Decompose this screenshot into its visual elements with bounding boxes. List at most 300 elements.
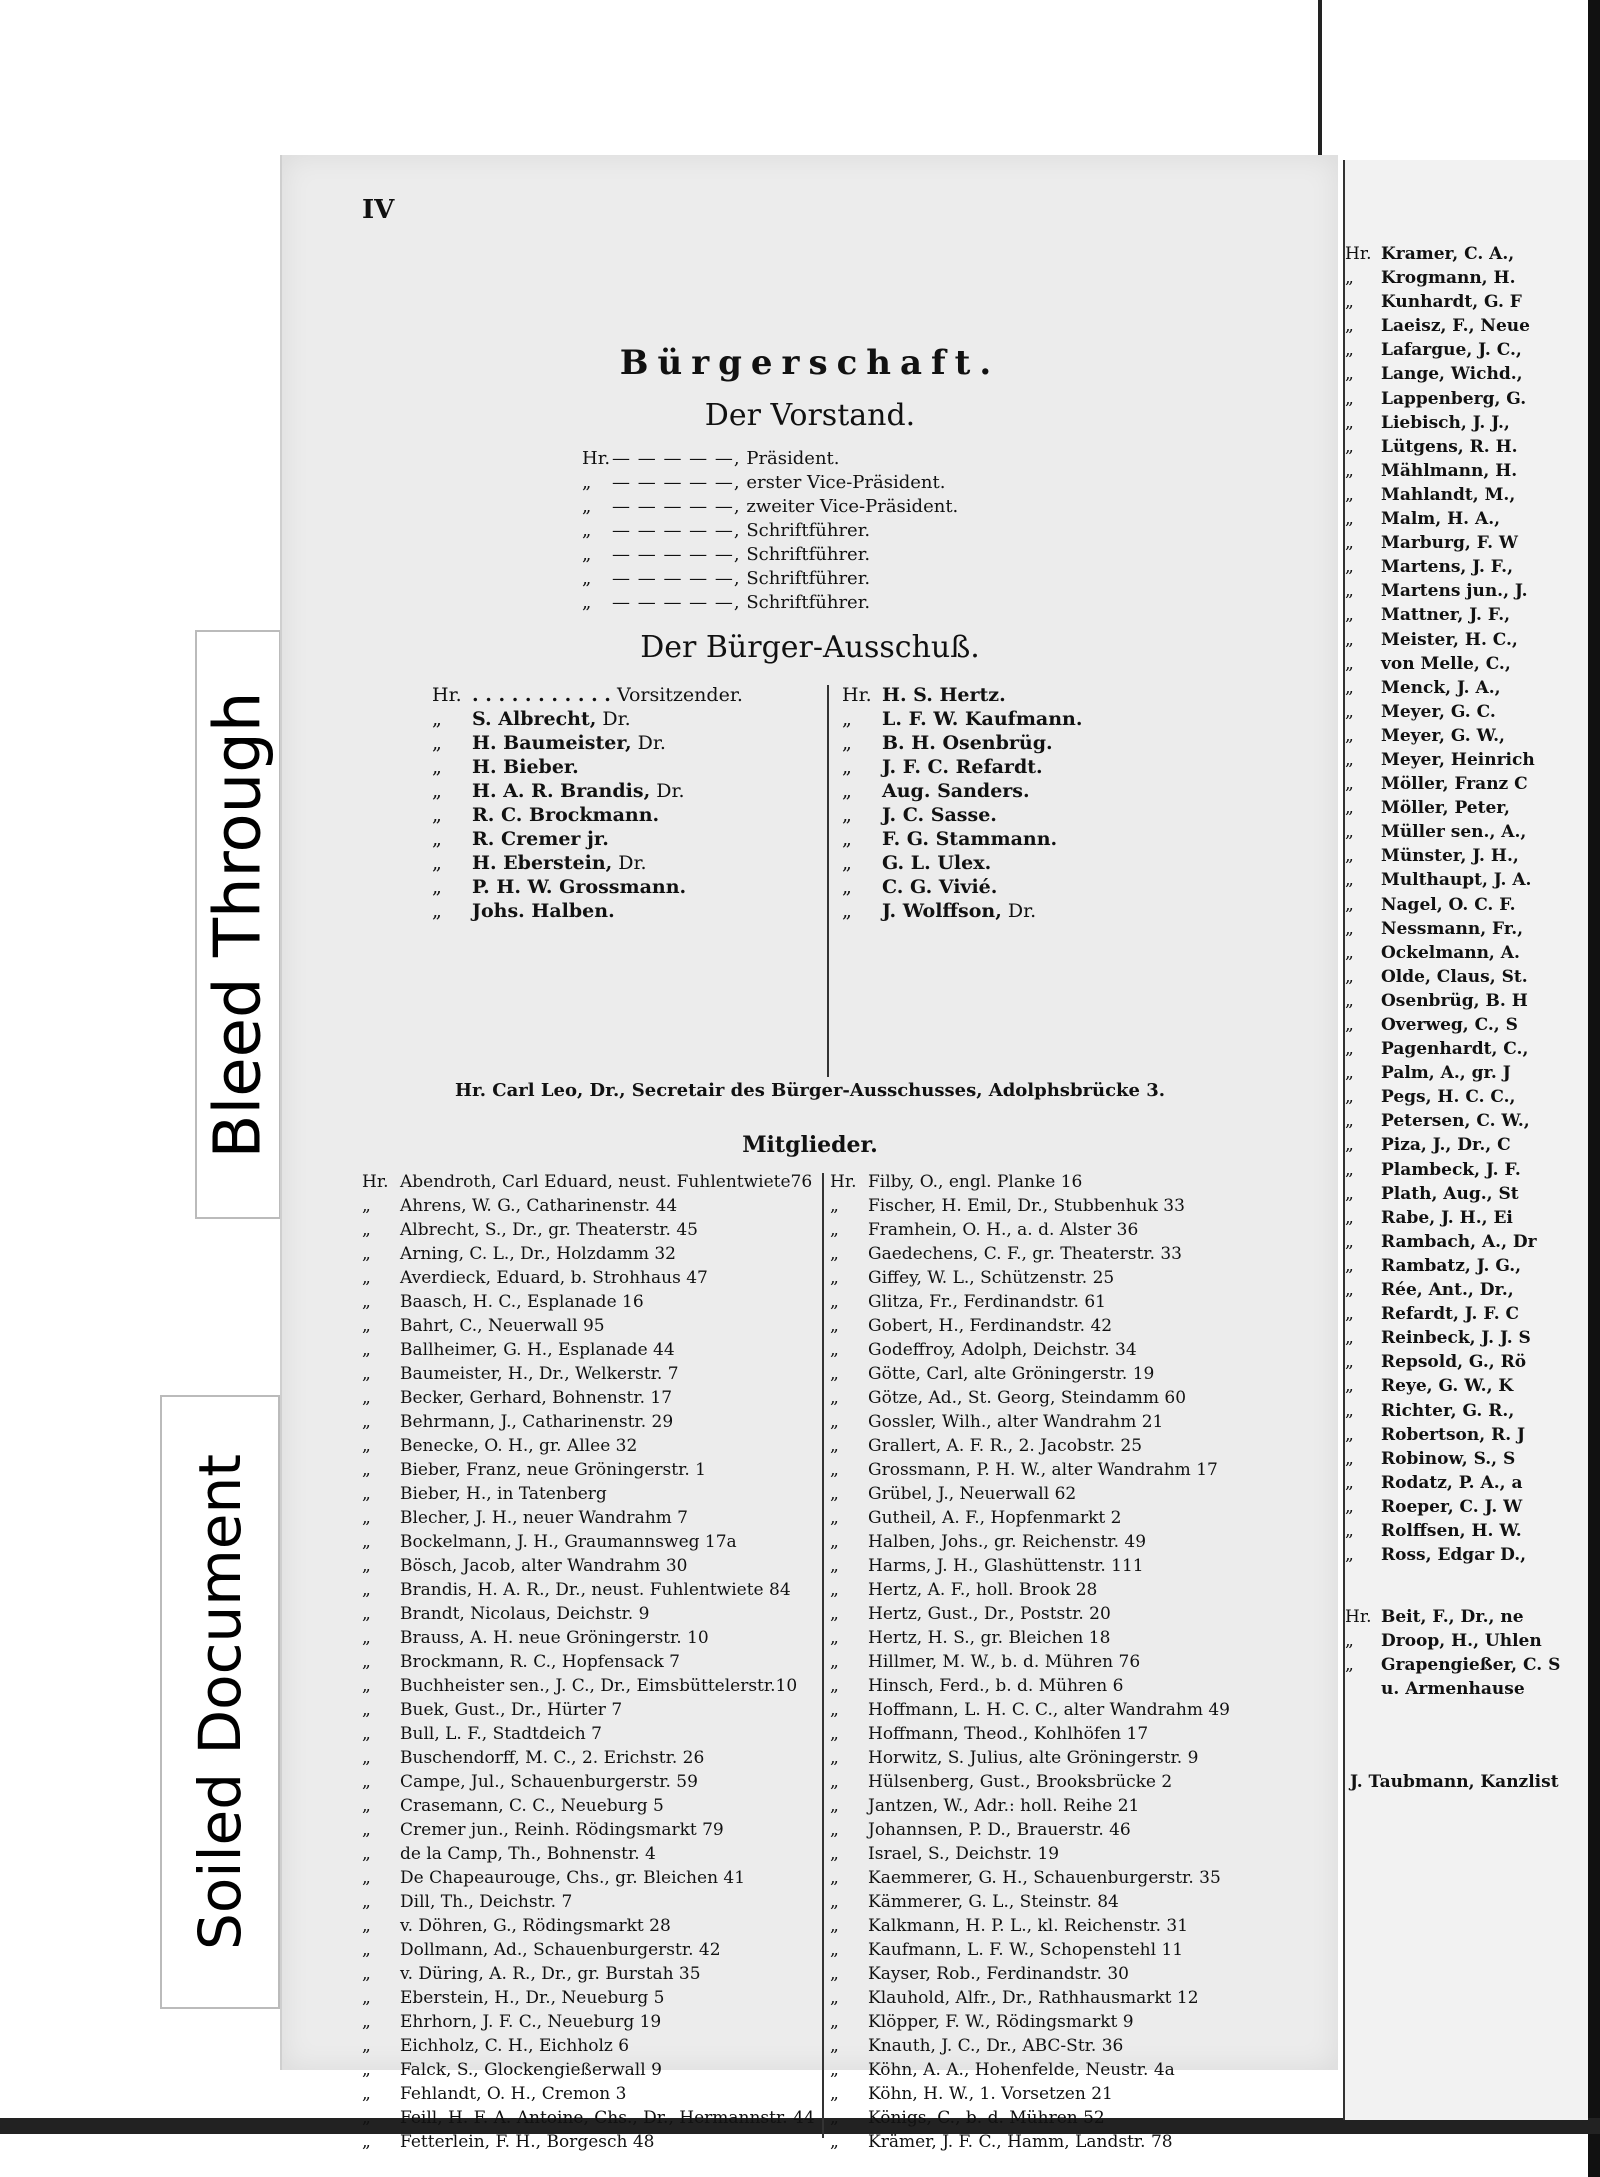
member-text: Halben, Johs., gr. Reichenstr. 49 — [868, 1532, 1147, 1552]
row-prefix: „ — [830, 1196, 839, 1216]
member-text: Hoffmann, Theod., Kohlhöfen 17 — [868, 1724, 1149, 1744]
ausschuss-member — [432, 851, 807, 875]
member-entry — [362, 1314, 822, 1338]
row-prefix: „ — [1345, 1063, 1354, 1084]
adjacent-member-entry — [1345, 531, 1537, 555]
member-text: v. Düring, A. R., Dr., gr. Burstah 35 — [400, 1964, 701, 1984]
member-text: Hillmer, M. W., b. d. Mühren 76 — [868, 1652, 1141, 1672]
member-text: Lange, Wichd., — [1381, 364, 1523, 385]
member-text: Malm, H. A., — [1381, 509, 1501, 530]
row-prefix: „ — [362, 1724, 371, 1744]
member-entry — [362, 1554, 822, 1578]
member-name: P. H. W. Grossmann. — [472, 876, 687, 898]
row-prefix: „ — [830, 1772, 839, 1792]
member-text: Overweg, C., S — [1381, 1015, 1518, 1035]
vacant-name-dashes: — — — — —, — [612, 544, 741, 565]
adjacent-member-entry — [1345, 1182, 1537, 1206]
row-prefix: „ — [1345, 1159, 1354, 1180]
row-prefix: „ — [830, 1892, 839, 1912]
row-prefix: „ — [362, 1700, 371, 1720]
member-entry — [830, 1218, 1330, 1242]
vorstand-role: Präsident. — [746, 448, 840, 469]
row-prefix: „ — [1345, 1545, 1354, 1566]
vorstand-row — [582, 447, 958, 471]
adjacent-member-entry — [1345, 724, 1537, 748]
row-prefix: „ — [842, 708, 852, 730]
member-entry — [830, 1674, 1330, 1698]
adjacent-member-entry — [1345, 893, 1537, 917]
member-text: Knauth, J. C., Dr., ABC-Str. 36 — [868, 2036, 1124, 2056]
member-entry — [830, 1866, 1330, 1890]
adjacent-member-entry — [1345, 1543, 1537, 1567]
member-entry — [362, 1650, 822, 1674]
ausschuss-left-column — [432, 683, 807, 923]
member-text: Hinsch, Ferd., b. d. Mühren 6 — [868, 1676, 1124, 1696]
row-prefix: „ — [1345, 316, 1354, 337]
member-entry — [830, 1794, 1330, 1818]
member-text: Grossmann, P. H. W., alter Wandrahm 17 — [868, 1460, 1218, 1480]
member-text: Müller sen., A., — [1381, 822, 1527, 843]
row-prefix: „ — [842, 804, 852, 826]
member-text: Averdieck, Eduard, b. Strohhaus 47 — [400, 1268, 708, 1288]
adjacent-member-entry — [1345, 459, 1537, 483]
member-name: J. F. C. Refardt. — [882, 756, 1043, 778]
member-text: Bieber, Franz, neue Gröningerstr. 1 — [400, 1460, 706, 1480]
vacant-name-dashes: — — — — —, — [612, 592, 741, 613]
adjacent-member-entry — [1345, 941, 1537, 965]
adjacent-member-entry — [1345, 1471, 1537, 1495]
member-text: Eichholz, C. H., Eichholz 6 — [400, 2036, 630, 2056]
member-entry — [362, 1434, 822, 1458]
member-text: Falck, S., Glockengießerwall 9 — [400, 2060, 662, 2080]
row-prefix: „ — [362, 1556, 371, 1576]
row-prefix: „ — [362, 2132, 371, 2152]
row-prefix: „ — [1345, 798, 1354, 819]
ausschuss-member — [842, 755, 1282, 779]
adjacent-member-entry — [1345, 1133, 1537, 1157]
member-text: Crasemann, C. C., Neueburg 5 — [400, 1796, 664, 1816]
row-prefix: „ — [1345, 1424, 1354, 1445]
row-prefix: „ — [842, 732, 852, 754]
member-entry — [830, 1314, 1330, 1338]
member-entry — [830, 1986, 1330, 2010]
member-text: Glitza, Fr., Ferdinandstr. 61 — [868, 1292, 1106, 1312]
member-entry — [362, 2058, 822, 2082]
member-entry — [830, 1602, 1330, 1626]
member-text: Benecke, O. H., gr. Allee 32 — [400, 1436, 638, 1456]
member-entry — [362, 1626, 822, 1650]
member-suffix: Dr. — [631, 732, 666, 754]
row-prefix: „ — [1345, 870, 1354, 891]
member-text: Plambeck, J. F. — [1381, 1159, 1521, 1180]
member-text: Grallert, A. F. R., 2. Jacobstr. 25 — [868, 1436, 1143, 1456]
member-entry — [830, 2082, 1330, 2106]
row-prefix: „ — [1345, 846, 1354, 867]
member-name: H. Baumeister, — [472, 732, 632, 754]
member-text: Feill, H. F. A. Antoine, Chs., Dr., Hermannstr. 44 — [400, 2108, 815, 2128]
member-text: Ahrens, W. G., Catharinenstr. 44 — [400, 1196, 678, 1216]
bleed-through-text: Bleed Through — [201, 691, 275, 1158]
member-text: Martens jun., J. — [1381, 581, 1528, 602]
row-prefix: „ — [830, 1556, 839, 1576]
row-prefix: „ — [1345, 412, 1354, 433]
vacant-name-dashes: — — — — —, — [612, 448, 741, 469]
member-entry — [830, 2106, 1330, 2130]
row-prefix: „ — [1345, 533, 1354, 554]
member-text: Baasch, H. C., Esplanade 16 — [400, 1292, 644, 1312]
member-text: Meyer, G. C. — [1381, 701, 1496, 722]
member-text: Baumeister, H., Dr., Welkerstr. 7 — [400, 1364, 679, 1384]
member-name: H. A. R. Brandis, — [472, 780, 651, 802]
member-entry — [362, 1290, 822, 1314]
adjacent-member-entry — [1345, 338, 1537, 362]
member-text: Godeffroy, Adolph, Deichstr. 34 — [868, 1340, 1137, 1360]
member-entry — [830, 1938, 1330, 1962]
row-prefix: „ — [1345, 1015, 1354, 1035]
row-prefix: „ — [362, 1436, 371, 1456]
member-text: Meyer, Heinrich — [1381, 749, 1535, 770]
row-prefix: „ — [1345, 268, 1354, 289]
adjacent-extra-entry — [1345, 1653, 1560, 1677]
row-prefix: „ — [830, 1412, 839, 1432]
ausschuss-member — [432, 707, 807, 731]
adjacent-member-entry — [1345, 748, 1537, 772]
bleed-through-label — [195, 630, 281, 1219]
row-prefix: „ — [842, 900, 852, 922]
member-text: Rambach, A., Dr — [1381, 1231, 1537, 1252]
member-text: Roeper, C. J. W — [1381, 1496, 1523, 1517]
row-prefix: „ — [1345, 749, 1354, 770]
member-name: S. Albrecht, — [472, 708, 597, 730]
vorstand-row — [582, 567, 958, 591]
row-prefix: „ — [842, 780, 852, 802]
row-prefix: „ — [830, 1916, 839, 1936]
vacant-name-dashes: — — — — —, — [612, 520, 741, 541]
member-text: Hülsenberg, Gust., Brooksbrücke 2 — [868, 1772, 1173, 1792]
row-prefix: „ — [830, 1796, 839, 1816]
member-text: Cremer jun., Reinh. Rödingsmarkt 79 — [400, 1820, 724, 1840]
member-entry — [362, 1338, 822, 1362]
row-prefix: „ — [362, 1604, 371, 1624]
row-prefix: „ — [830, 1652, 839, 1672]
adjacent-member-entry — [1345, 652, 1537, 676]
vorstand-row — [582, 471, 958, 495]
member-text: Lütgens, R. H. — [1381, 436, 1518, 457]
adjacent-page — [1345, 160, 1588, 2120]
adjacent-member-entry — [1345, 411, 1537, 435]
member-text: Hertz, Gust., Dr., Poststr. 20 — [868, 1604, 1111, 1624]
member-suffix: Dr. — [596, 708, 631, 730]
row-prefix: „ — [1345, 1111, 1354, 1132]
adjacent-page-edge — [1318, 0, 1322, 160]
member-text: Meister, H. C., — [1381, 629, 1518, 650]
row-prefix: „ — [1345, 653, 1354, 674]
member-entry — [362, 1890, 822, 1914]
row-prefix: „ — [830, 1340, 839, 1360]
adjacent-member-entry — [1345, 989, 1537, 1013]
adjacent-member-entry — [1345, 1013, 1537, 1037]
ausschuss-member — [432, 899, 807, 923]
row-prefix: „ — [830, 1748, 839, 1768]
adjacent-member-entry — [1345, 820, 1537, 844]
member-text: Reye, G. W., K — [1381, 1376, 1514, 1397]
row-prefix: „ — [1345, 1304, 1354, 1325]
row-prefix: „ — [362, 1316, 371, 1336]
adjacent-member-entry — [1345, 676, 1537, 700]
member-text: Beit, F., Dr., ne — [1381, 1607, 1524, 1627]
row-prefix: „ — [362, 1244, 371, 1264]
member-text: Harms, J. H., Glashüttenstr. 111 — [868, 1556, 1144, 1576]
row-prefix: „ — [830, 1364, 839, 1384]
member-text: De Chapeaurouge, Chs., gr. Bleichen 41 — [400, 1868, 746, 1888]
row-prefix: „ — [1345, 460, 1354, 481]
row-prefix: „ — [842, 876, 852, 898]
adjacent-member-entry — [1345, 1158, 1537, 1182]
member-text: Reinbeck, J. J. S — [1381, 1328, 1531, 1349]
member-text: Blecher, J. H., neuer Wandrahm 7 — [400, 1508, 688, 1528]
member-entry — [830, 1506, 1330, 1530]
member-text: von Melle, C., — [1381, 653, 1511, 674]
member-text: Liebisch, J. J., — [1381, 412, 1510, 433]
member-entry — [830, 1386, 1330, 1410]
ausschuss-member — [432, 827, 807, 851]
member-name: B. H. Osenbrüg. — [882, 732, 1053, 754]
row-prefix: „ — [1345, 292, 1354, 313]
member-entry — [362, 2130, 822, 2154]
member-text: Hoffmann, L. H. C. C., alter Wandrahm 49 — [868, 1700, 1230, 1720]
member-text: Hertz, H. S., gr. Bleichen 18 — [868, 1628, 1111, 1648]
member-suffix: Dr. — [1001, 900, 1037, 922]
member-entry — [362, 2106, 822, 2130]
row-prefix: „ — [362, 1964, 371, 1984]
row-prefix: „ — [842, 852, 852, 874]
member-name: Johs. Halben. — [472, 900, 615, 922]
row-prefix: „ — [1345, 1087, 1354, 1108]
secretary-line: Hr. Carl Leo, Dr., Secretair des Bürger-Ausschusses, Adolphsbrücke 3. — [454, 1080, 1166, 1101]
row-prefix: „ — [830, 1484, 839, 1504]
adjacent-member-entry — [1345, 1302, 1537, 1326]
row-prefix: „ — [362, 1364, 371, 1384]
member-entry — [362, 1386, 822, 1410]
member-text: Ehrhorn, J. F. C., Neueburg 19 — [400, 2012, 662, 2032]
member-text: Droop, H., Uhlen — [1381, 1631, 1542, 1651]
adjacent-member-entry — [1345, 362, 1537, 386]
vacant-name-dashes: — — — — —, — [612, 568, 741, 589]
member-entry — [830, 1194, 1330, 1218]
member-text: de la Camp, Th., Bohnenstr. 4 — [400, 1844, 656, 1864]
member-text: Meyer, G. W., — [1381, 725, 1505, 746]
row-prefix: „ — [1345, 894, 1354, 915]
member-text: Götze, Ad., St. Georg, Steindamm 60 — [868, 1388, 1187, 1408]
member-entry — [830, 1338, 1330, 1362]
adjacent-member-entry — [1345, 1278, 1537, 1302]
row-prefix: „ — [362, 1460, 371, 1480]
ausschuss-member — [842, 731, 1282, 755]
member-entry — [362, 1458, 822, 1482]
member-text: Buek, Gust., Dr., Hürter 7 — [400, 1700, 623, 1720]
row-prefix: „ — [1345, 1328, 1354, 1349]
row-prefix: „ — [362, 2084, 371, 2104]
member-entry — [362, 1698, 822, 1722]
member-entry — [362, 1506, 822, 1530]
row-prefix: „ — [432, 804, 442, 826]
member-entry — [362, 2010, 822, 2034]
member-entry — [830, 1890, 1330, 1914]
member-text: Kämmerer, G. L., Steinstr. 84 — [868, 1892, 1119, 1912]
row-prefix: „ — [1345, 918, 1354, 939]
row-prefix: Hr. — [432, 684, 462, 706]
member-text: Köhn, H. W., 1. Vorsetzen 21 — [868, 2084, 1113, 2104]
member-text: Campe, Jul., Schauenburgerstr. 59 — [400, 1772, 698, 1792]
member-entry — [362, 1602, 822, 1626]
adjacent-member-entry — [1345, 1423, 1537, 1447]
member-name: C. G. Vivié. — [882, 876, 998, 898]
member-name: J. Wolffson, — [882, 900, 1002, 922]
row-prefix: „ — [830, 1292, 839, 1312]
row-prefix: „ — [362, 1388, 371, 1408]
vorstand-role: Schriftführer. — [746, 520, 871, 541]
member-text: Refardt, J. F. C — [1381, 1304, 1520, 1325]
member-entry — [830, 1578, 1330, 1602]
member-text: Petersen, C. W., — [1381, 1111, 1530, 1132]
member-text: Behrmann, J., Catharinenstr. 29 — [400, 1412, 674, 1432]
row-prefix: „ — [362, 1412, 371, 1432]
row-prefix: „ — [830, 1988, 839, 2008]
row-prefix: „ — [830, 1508, 839, 1528]
row-prefix: „ — [1345, 436, 1354, 457]
member-text: Dollmann, Ad., Schauenburgerstr. 42 — [400, 1940, 721, 1960]
row-prefix: „ — [362, 1868, 371, 1888]
row-prefix: Hr. — [582, 448, 611, 469]
member-text: Rée, Ant., Dr., — [1381, 1280, 1514, 1301]
member-text: Grübel, J., Neuerwall 62 — [868, 1484, 1077, 1504]
row-prefix: „ — [1345, 629, 1354, 650]
member-text: Bösch, Jacob, alter Wandrahm 30 — [400, 1556, 688, 1576]
adjacent-member-entry — [1345, 796, 1537, 820]
adjacent-page-extra — [1345, 1605, 1560, 1701]
row-prefix: „ — [1345, 1520, 1354, 1541]
adjacent-member-entry — [1345, 917, 1537, 941]
member-text: Giffey, W. L., Schützenstr. 25 — [868, 1268, 1115, 1288]
member-text: Multhaupt, J. A. — [1381, 870, 1532, 891]
adjacent-member-entry — [1345, 266, 1537, 290]
member-text: Kaemmerer, G. H., Schauenburgerstr. 35 — [868, 1868, 1221, 1888]
row-prefix: „ — [1345, 1280, 1354, 1301]
member-name: H. Eberstein, — [472, 852, 613, 874]
row-prefix: „ — [830, 1220, 839, 1240]
member-text: Eberstein, H., Dr., Neueburg 5 — [400, 1988, 665, 2008]
row-prefix: „ — [362, 1268, 371, 1288]
row-prefix: „ — [1345, 1183, 1354, 1204]
member-text: Ockelmann, A. — [1381, 942, 1520, 963]
ausschuss-member — [432, 731, 807, 755]
member-text: Mählmann, H. — [1381, 460, 1518, 481]
adjacent-member-entry — [1345, 1230, 1537, 1254]
document-page — [280, 155, 1338, 2152]
member-text: Kaufmann, L. F. W., Schopenstehl 11 — [868, 1940, 1184, 1960]
vacant-name-dashes: — — — — —, — [612, 472, 741, 493]
member-entry — [362, 1794, 822, 1818]
row-prefix: „ — [362, 1580, 371, 1600]
member-text: Repsold, G., Rö — [1381, 1352, 1527, 1373]
member-text: Klöpper, F. W., Rödingsmarkt 9 — [868, 2012, 1134, 2032]
row-prefix: „ — [830, 2084, 839, 2104]
member-entry — [362, 1866, 822, 1890]
member-text: Rolffsen, H. W. — [1381, 1520, 1522, 1541]
member-entry — [830, 1530, 1330, 1554]
member-entry — [362, 1482, 822, 1506]
row-prefix: „ — [362, 1652, 371, 1672]
member-text: Ross, Edgar D., — [1381, 1545, 1527, 1566]
row-prefix: „ — [1345, 388, 1354, 409]
member-name: H. S. Hertz. — [882, 684, 1006, 706]
row-prefix: „ — [582, 496, 592, 517]
member-name: Aug. Sanders. — [882, 780, 1030, 802]
row-prefix: „ — [362, 2060, 371, 2080]
row-prefix: „ — [1345, 1207, 1354, 1228]
row-prefix: „ — [362, 1892, 371, 1912]
member-text: Jantzen, W., Adr.: holl. Reihe 21 — [868, 1796, 1140, 1816]
row-prefix: „ — [1345, 725, 1354, 746]
member-entry — [362, 1674, 822, 1698]
row-prefix: „ — [1345, 1472, 1354, 1493]
row-prefix: „ — [582, 544, 592, 565]
member-text: Horwitz, S. Julius, alte Gröningerstr. 9 — [868, 1748, 1199, 1768]
member-text: Bockelmann, J. H., Graumannsweg 17a — [400, 1532, 737, 1552]
member-text: Kunhardt, G. F — [1381, 292, 1522, 313]
row-prefix: „ — [1345, 1039, 1354, 1060]
row-prefix: „ — [362, 1820, 371, 1840]
member-entry — [362, 1818, 822, 1842]
member-text: Menck, J. A., — [1381, 677, 1501, 698]
row-prefix: „ — [1345, 1376, 1354, 1397]
adjacent-extra-entry — [1345, 1677, 1560, 1701]
row-prefix: „ — [362, 2012, 371, 2032]
row-prefix: „ — [830, 1316, 839, 1336]
soiled-document-label — [160, 1395, 280, 2009]
row-prefix: „ — [362, 1676, 371, 1696]
member-text: Brockmann, R. C., Hopfensack 7 — [400, 1652, 681, 1672]
member-text: Rabe, J. H., Ei — [1381, 1207, 1513, 1228]
member-entry — [830, 1818, 1330, 1842]
row-prefix: „ — [842, 756, 852, 778]
row-prefix: „ — [1345, 1231, 1354, 1252]
member-text: Pagenhardt, C., — [1381, 1039, 1529, 1060]
page-title: Bürgerschaft. — [619, 343, 1001, 383]
adjacent-member-entry — [1345, 507, 1537, 531]
row-prefix: „ — [830, 1964, 839, 1984]
adjacent-member-entry — [1345, 1085, 1537, 1109]
member-text: Filby, O., engl. Planke 16 — [868, 1172, 1083, 1192]
member-text: Ballheimer, G. H., Esplanade 44 — [400, 1340, 675, 1360]
member-entry — [830, 1746, 1330, 1770]
vorstand-row — [582, 495, 958, 519]
vorstand-row — [582, 543, 958, 567]
member-name: L. F. W. Kaufmann. — [882, 708, 1083, 730]
members-heading: Mitglieder. — [742, 1132, 878, 1158]
row-prefix: „ — [830, 2036, 839, 2056]
member-text: Gobert, H., Ferdinandstr. 42 — [868, 1316, 1113, 1336]
member-entry — [362, 1578, 822, 1602]
member-text: Albrecht, S., Dr., gr. Theaterstr. 45 — [400, 1220, 698, 1240]
member-text: Grapengießer, C. S — [1381, 1655, 1561, 1675]
member-text: Mahlandt, M., — [1381, 484, 1516, 505]
page-number: IV — [362, 195, 395, 225]
member-entry — [830, 1170, 1330, 1194]
member-name: J. C. Sasse. — [882, 804, 997, 826]
row-prefix: „ — [1345, 581, 1354, 602]
member-entry — [830, 1410, 1330, 1434]
